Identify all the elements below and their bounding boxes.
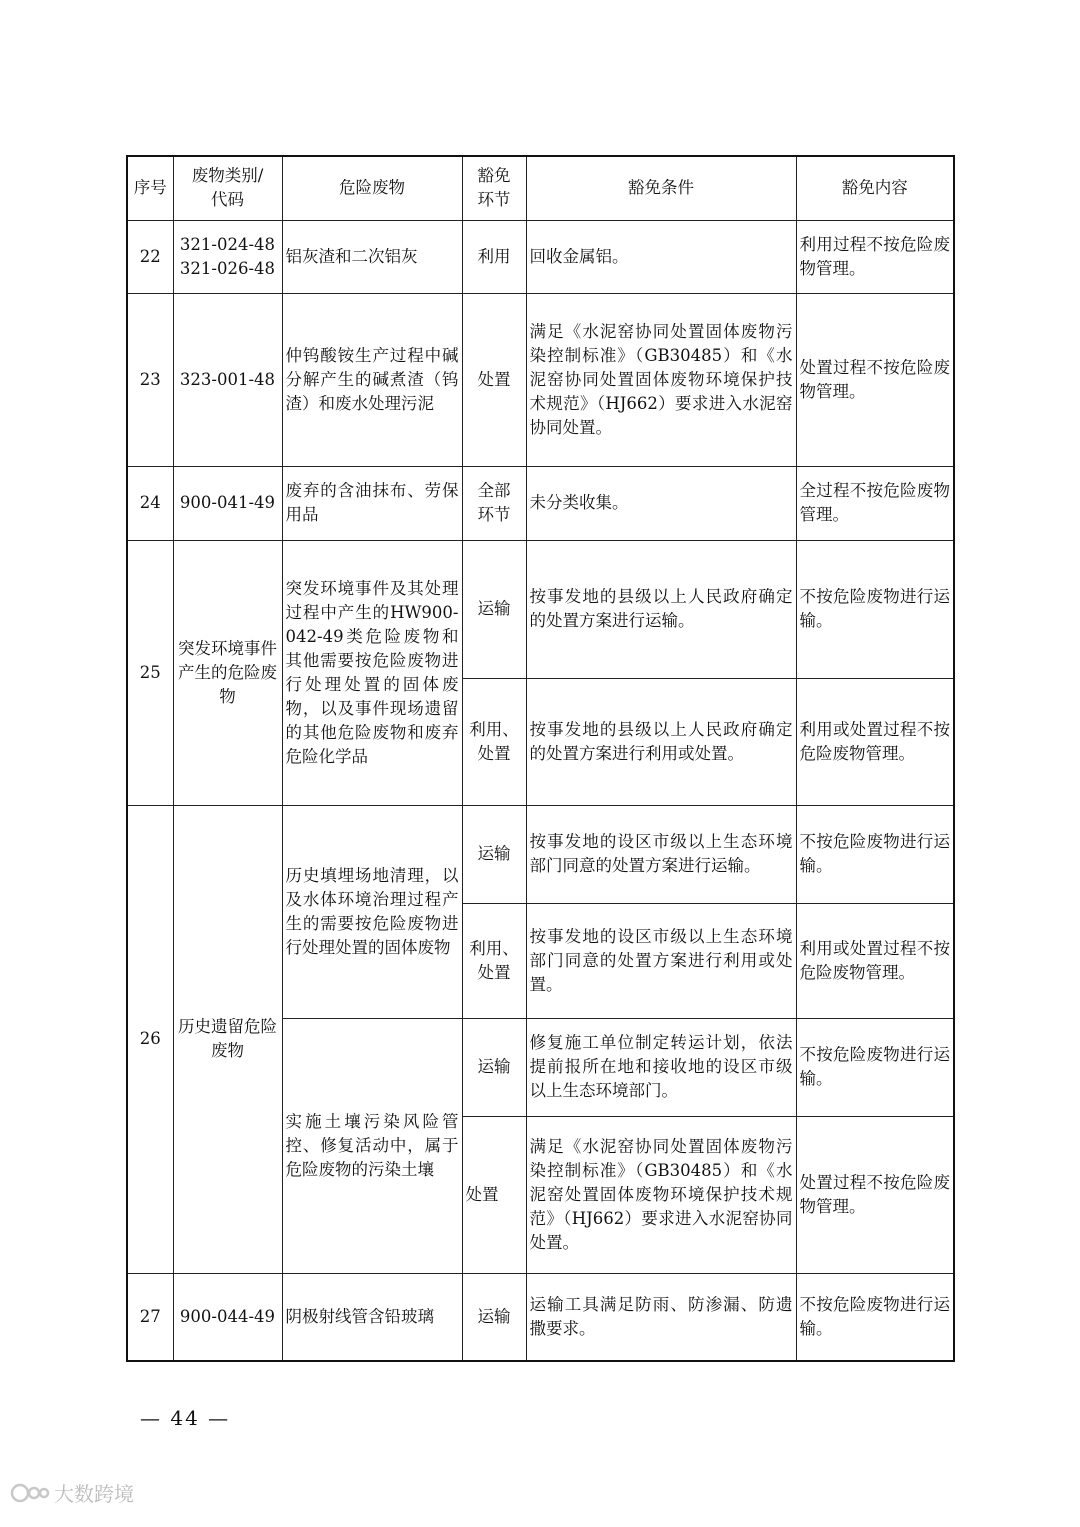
cell-waste: 突发环境事件及其处理过程中产生的HW900-042-49类危险废物和其他需要按危险废物进行处理处置的固体废物，以及事件现场遗留的其他危险废物和废弃危险化学品 xyxy=(282,540,462,805)
cell-content: 处置过程不按危险废物管理。 xyxy=(796,293,954,466)
cell-condition: 按事发地的县级以上人民政府确定的处置方案进行利用或处置。 xyxy=(526,678,796,805)
cell-condition: 按事发地的设区市级以上生态环境部门同意的处置方案进行利用或处置。 xyxy=(526,903,796,1018)
cell-stage: 处置 xyxy=(462,1116,526,1273)
table-header-row xyxy=(127,156,954,220)
cell-code: 900-044-49 xyxy=(173,1273,282,1361)
cell-no: 23 xyxy=(127,293,173,466)
header-code: 废物类别/ 代码 xyxy=(173,156,282,220)
cell-stage: 利用、 处置 xyxy=(462,903,526,1018)
cell-content: 处置过程不按危险废物管理。 xyxy=(796,1116,954,1273)
cell-condition: 按事发地的设区市级以上生态环境部门同意的处置方案进行运输。 xyxy=(526,805,796,903)
header-no: 序号 xyxy=(127,156,173,220)
cell-stage: 运输 xyxy=(462,540,526,678)
header-condition: 豁免条件 xyxy=(526,156,796,220)
cell-no: 27 xyxy=(127,1273,173,1361)
cell-code: 321-024-48 321-026-48 xyxy=(173,220,282,293)
cell-condition: 运输工具满足防雨、防渗漏、防遗撒要求。 xyxy=(526,1273,796,1361)
cell-code: 900-041-49 xyxy=(173,466,282,540)
cell-condition: 未分类收集。 xyxy=(526,466,796,540)
cell-content: 全过程不按危险废物管理。 xyxy=(796,466,954,540)
cell-waste: 实施土壤污染风险管控、修复活动中，属于危险废物的污染土壤 xyxy=(282,1018,462,1273)
cell-condition: 回收金属铝。 xyxy=(526,220,796,293)
header-waste: 危险废物 xyxy=(282,156,462,220)
cell-content: 不按危险废物进行运输。 xyxy=(796,1273,954,1361)
cell-code: 323-001-48 xyxy=(173,293,282,466)
cell-waste: 阴极射线管含铅玻璃 xyxy=(282,1273,462,1361)
cell-stage: 利用、 处置 xyxy=(462,678,526,805)
cell-stage: 运输 xyxy=(462,1018,526,1116)
watermark xyxy=(10,1478,134,1507)
cell-content: 不按危险废物进行运输。 xyxy=(796,1018,954,1116)
cell-code: 突发环境事件产生的危险废物 xyxy=(173,540,282,805)
cell-code: 历史遗留危险废物 xyxy=(173,805,282,1273)
cell-condition: 按事发地的县级以上人民政府确定的处置方案进行运输。 xyxy=(526,540,796,678)
table-row xyxy=(127,540,954,678)
cell-stage: 利用 xyxy=(462,220,526,293)
cell-no: 25 xyxy=(127,540,173,805)
cell-condition: 满足《水泥窑协同处置固体废物污染控制标准》（GB30485）和《水泥窑处置固体废物环境保护技术规范》（HJ662）要求进入水泥窑协同处置。 xyxy=(526,1116,796,1273)
cell-content: 不按危险废物进行运输。 xyxy=(796,805,954,903)
table-row xyxy=(127,805,954,903)
cell-waste: 仲钨酸铵生产过程中碱分解产生的碱煮渣（钨渣）和废水处理污泥 xyxy=(282,293,462,466)
cell-stage: 全部 环节 xyxy=(462,466,526,540)
cell-content: 利用过程不按危险废物管理。 xyxy=(796,220,954,293)
cell-no: 26 xyxy=(127,805,173,1273)
cell-waste: 铝灰渣和二次铝灰 xyxy=(282,220,462,293)
page-number: — 44 — xyxy=(140,1406,231,1430)
cell-waste: 历史填埋场地清理，以及水体环境治理过程产生的需要按危险废物进行处理处置的固体废物 xyxy=(282,805,462,1018)
cell-condition: 修复施工单位制定转运计划，依法提前报所在地和接收地的设区市级以上生态环境部门。 xyxy=(526,1018,796,1116)
cell-content: 不按危险废物进行运输。 xyxy=(796,540,954,678)
header-content: 豁免内容 xyxy=(796,156,954,220)
table-row xyxy=(127,293,954,466)
cell-stage: 运输 xyxy=(462,805,526,903)
cell-stage: 运输 xyxy=(462,1273,526,1361)
watermark-logo-icon xyxy=(10,1482,50,1504)
cell-no: 24 xyxy=(127,466,173,540)
cell-no: 22 xyxy=(127,220,173,293)
exemption-table xyxy=(126,155,955,1362)
table-row xyxy=(127,1273,954,1361)
watermark-text: 大数跨境 xyxy=(54,1482,134,1506)
cell-condition: 满足《水泥窑协同处置固体废物污染控制标准》（GB30485）和《水泥窑协同处置固体废物环境保护技术规范》（HJ662）要求进入水泥窑协同处置。 xyxy=(526,293,796,466)
header-stage: 豁免 环节 xyxy=(462,156,526,220)
cell-content: 利用或处置过程不按危险废物管理。 xyxy=(796,903,954,1018)
cell-content: 利用或处置过程不按危险废物管理。 xyxy=(796,678,954,805)
cell-stage: 处置 xyxy=(462,293,526,466)
table-row xyxy=(127,220,954,293)
table-row xyxy=(127,466,954,540)
cell-waste: 废弃的含油抹布、劳保用品 xyxy=(282,466,462,540)
